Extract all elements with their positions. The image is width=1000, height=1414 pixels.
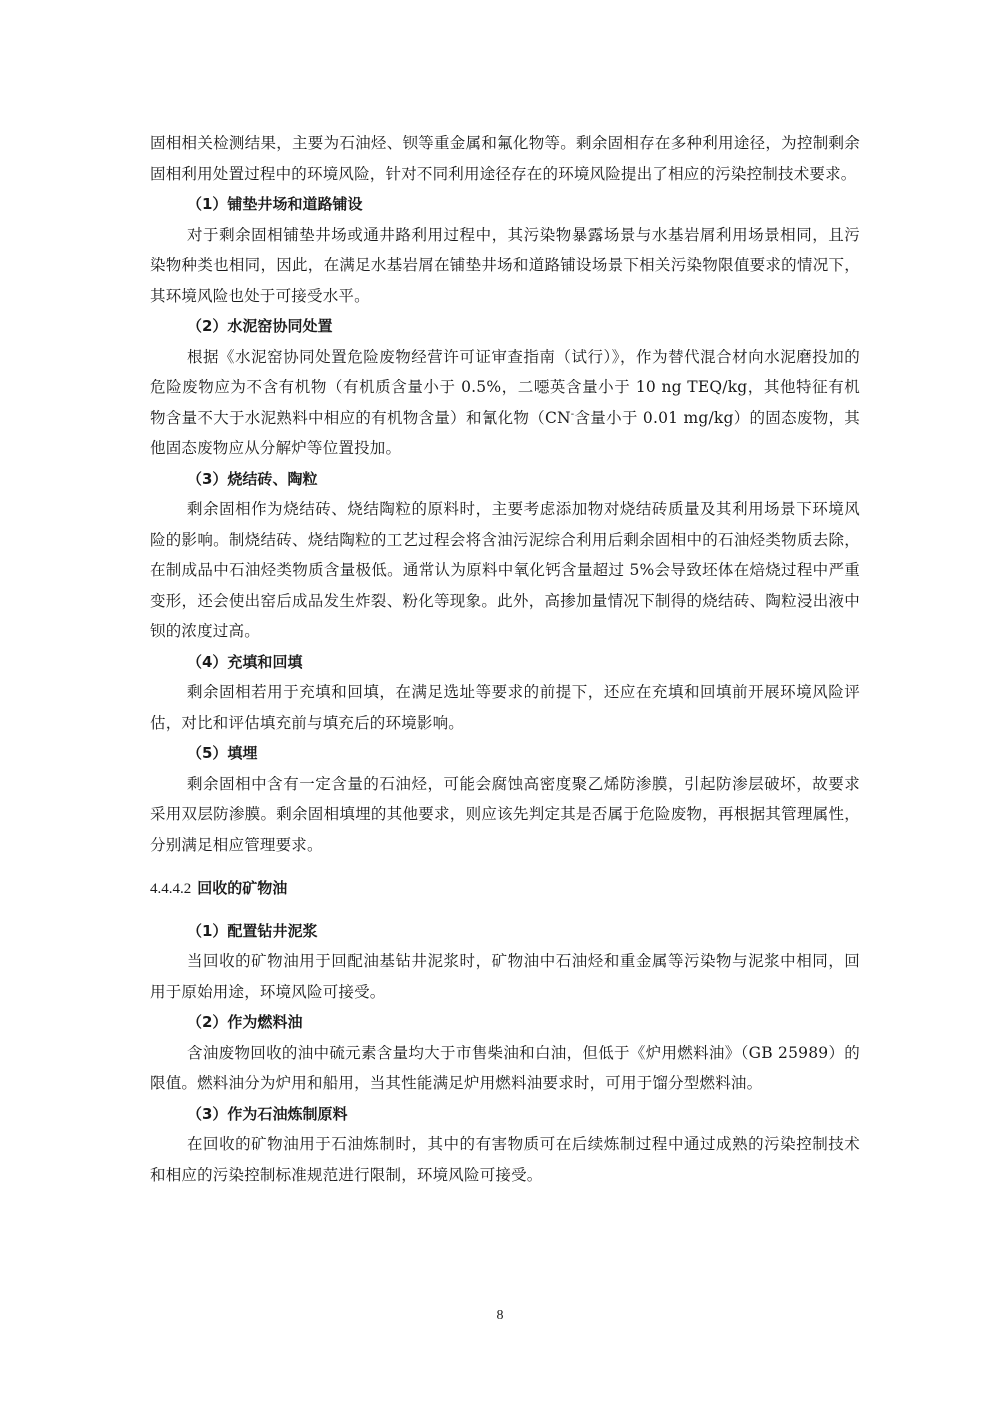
- heading-backfill: （4）充填和回填: [187, 652, 303, 671]
- heading-sintered-brick: （3）烧结砖、陶粒: [187, 469, 318, 488]
- paragraph-drilling-mud: 当回收的矿物油用于回配油基钻井泥浆时，矿物油中石油烃和重金属等污染物与泥浆中相同，回用于原始用途，环境风险可接受。: [150, 952, 860, 1001]
- heading-fuel-oil: （2）作为燃料油: [187, 1013, 303, 1031]
- intro-paragraph: 固相相关检测结果，主要为石油烃、钡等重金属和氟化物等。剩余固相存在多种利用途径，为控制剩余固相利用处置过程中的环境风险，针对不同利用途径存在的环境风险提出了相应的污染控制技术要求。: [150, 134, 860, 183]
- paragraph-fuel-oil: 含油废物回收的油中硫元素含量均大于市售柴油和白油，但低于《炉用燃料油》（GB 25989）的限值。燃料油分为炉用和船用，当其性能满足炉用燃料油要求时，可用于馏分型燃料油。: [150, 1043, 860, 1092]
- heading-refining: （3）作为石油炼制原料: [187, 1104, 348, 1123]
- heading-cement-kiln: （2）水泥窑协同处置: [187, 317, 333, 335]
- cement-kiln-text-a: 根据《水泥窑协同处置危险废物经营许可证审查指南（试行）》，作为替代混合材向水泥磨投加的危险废物应为不含有机物（有机质含量小于 0.5%，二噁英含量小于 10 ng TEQ/kg，其他特征有机物含量不大于水泥熟料中相应的有机物含量）和氰化物（CN: [150, 347, 860, 427]
- paragraph-refining: 在回收的矿物油用于石油炼制时，其中的有害物质可在后续炼制过程中通过成熟的污染控制技术和相应的污染控制标准规范进行限制，环境风险可接受。: [150, 1135, 860, 1184]
- heading-paving: （1）铺垫井场和道路铺设: [187, 195, 363, 213]
- heading-landfill: （5）填埋: [187, 744, 258, 762]
- cyanide-superscript: -: [570, 408, 575, 420]
- paragraph-cement-kiln: [150, 342, 860, 464]
- paragraph-landfill: 剩余固相中含有一定含量的石油烃，可能会腐蚀高密度聚乙烯防渗膜，引起防渗层破坏，故要求采用双层防渗膜。剩余固相填埋的其他要求，则应该先判定其是否属于危险废物，再根据其管理属性，分别满足相应管理要求。: [150, 774, 860, 854]
- section-number: 4.4.4.2: [150, 881, 192, 897]
- paragraph-backfill: 剩余固相若用于充填和回填，在满足选址等要求的前提下，还应在充填和回填前开展环境风险评估，对比和评估填充前与填充后的环境影响。: [150, 683, 860, 732]
- paragraph-sintered-brick: 剩余固相作为烧结砖、烧结陶粒的原料时，主要考虑添加物对烧结砖质量及其利用场景下环境风险的影响。制烧结砖、烧结陶粒的工艺过程会将含油污泥综合利用后剩余固相中的石油烃类物质去除，在制成品中石油烃类物质含量极低。通常认为原料中氧化钙含量超过 5%会导致坯体在焙烧过程中严重变形，还会使出窑后成品发生炸裂、粉化等现象。此外，高掺加量情况下制得的烧结砖、陶粒浸出液中钡的浓度过高。: [150, 500, 860, 640]
- section-title: 回收的矿物油: [197, 879, 288, 897]
- cement-kiln-text-b: 含量小于 0.01 mg/kg）的固态废物，其他固态废物应从分解炉等位置投加。: [150, 408, 860, 457]
- section-heading: [150, 873, 860, 905]
- heading-drilling-mud: （1）配置钻井泥浆: [187, 921, 318, 940]
- paragraph-paving: 对于剩余固相铺垫井场或通井路利用过程中，其污染物暴露场景与水基岩屑利用场景相同，且污染物种类也相同，因此，在满足水基岩屑在铺垫井场和道路铺设场景下相关污染物限值要求的情况下，其环境风险也处于可接受水平。: [150, 225, 860, 305]
- page-number: 8: [496, 1308, 504, 1323]
- document-body: [150, 128, 860, 1190]
